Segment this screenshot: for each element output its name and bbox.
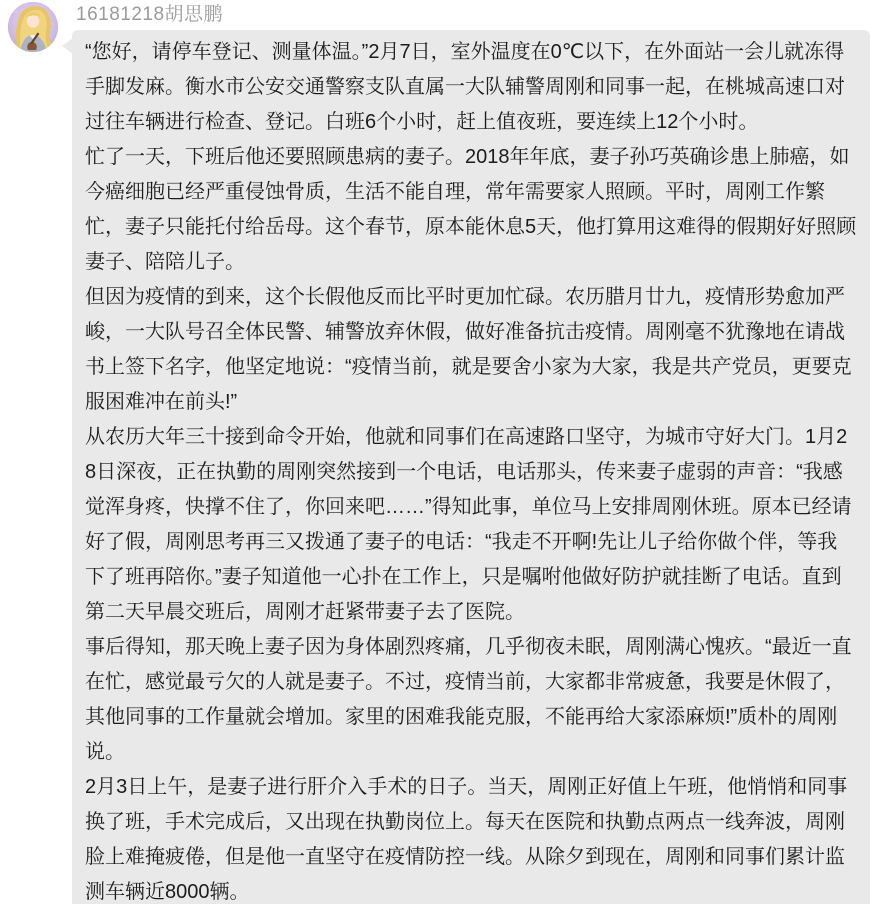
bubble-tail-icon: [62, 38, 73, 54]
user-avatar[interactable]: [8, 2, 58, 52]
message-paragraph: 事后得知，那天晚上妻子因为身体剧烈疼痛，几乎彻夜未眠，周刚满心愧疚。“最近一直在忙，感觉最亏欠的人就是妻子。不过，疫情当前，大家都非常疲惫，我要是休假了，其他同事的工作量就会增加。家里的困难我能克服，不能再给大家添麻烦!”质朴的周刚说。: [85, 636, 852, 763]
message-paragraph: 从农历大年三十接到命令开始，他就和同事们在高速路口坚守，为城市守好大门。1月28日深夜，正在执勤的周刚突然接到一个电话，电话那头，传来妻子虚弱的声音：“我感觉浑身疼，快撑不住了，你回来吧……”得知此事，单位马上安排周刚休班。原本已经请好了假，周刚思考再三又拨通了妻子的电话：“我走不开啊!先让儿子给你做个伴，等我下了班再陪你。”妻子知道他一心扑在工作上，只是嘱咐他做好防护就挂断了电话。直到第二天早晨交班后，周刚才赶紧带妻子去了医院。: [85, 426, 852, 623]
message-paragraph: 2月3日上午，是妻子进行肝介入手术的日子。当天，周刚正好值上午班，他悄悄和同事换了班，手术完成后，又出现在执勤岗位上。每天在医院和执勤点两点一线奔波，周刚脸上难掩疲倦，但是他一直坚守在疫情防控一线。从除夕到现在，周刚和同事们累计监测车辆近8000辆。: [85, 776, 848, 903]
avatar-image: [8, 2, 58, 52]
message-paragraph: 但因为疫情的到来，这个长假他反而比平时更加忙碌。农历腊月廿九，疫情形势愈加严峻，一大队号召全体民警、辅警放弃休假，做好准备抗击疫情。周刚毫不犹豫地在请战书上签下名字，他坚定地说：“疫情当前，就是要舍小家为大家，我是共产党员，更要克服困难冲在前头!”: [85, 286, 852, 413]
message-bubble: [72, 30, 870, 904]
username: 16181218胡思鹏: [76, 4, 224, 25]
message-text: [85, 35, 857, 904]
message-paragraph: 忙了一天，下班后他还要照顾患病的妻子。2018年年底，妻子孙巧英确诊患上肺癌，如今癌细胞已经严重侵蚀骨质，生活不能自理，常年需要家人照顾。平时，周刚工作繁忙，妻子只能托付给岳母。这个春节，原本能休息5天，他打算用这难得的假期好好照顾妻子、陪陪儿子。: [85, 146, 857, 273]
message-paragraph: “您好，请停车登记、测量体温。”2月7日，室外温度在0℃以下，在外面站一会儿就冻得手脚发麻。衡水市公安交通警察支队直属一大队辅警周刚和同事一起，在桃城高速口对过往车辆进行检查、登记。白班6个小时，赶上值夜班，要连续上12个小时。: [85, 41, 845, 133]
